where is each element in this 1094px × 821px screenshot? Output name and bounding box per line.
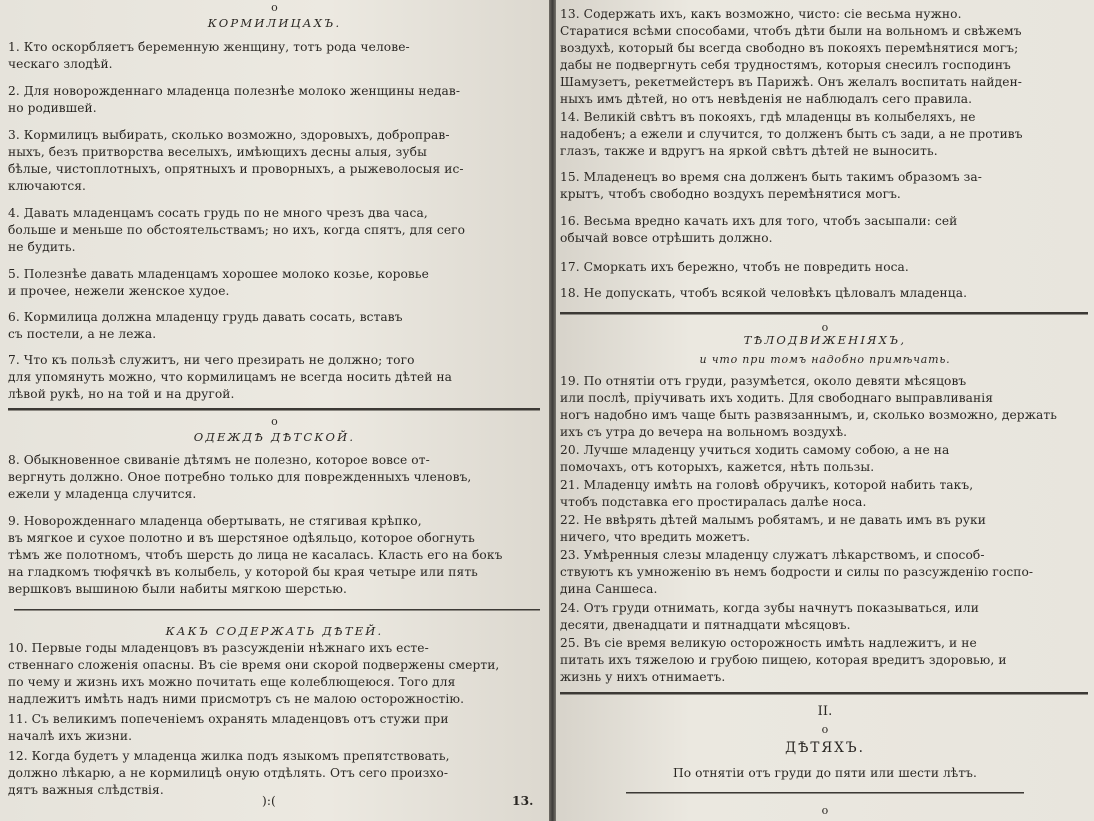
text-line: 14. Великій свѣтъ въ покояхъ, гдѣ младенцы въ колыбеляхъ, не: [560, 110, 976, 124]
text-line: должно лѣкарю, а не кормилицѣ оную отдѣлять. Отъ сего произхо-: [8, 766, 449, 780]
page-number: 13.: [512, 794, 534, 808]
text-line: не будить.: [8, 240, 76, 254]
chapter-number: II.: [817, 704, 833, 719]
text-line: надлежитъ имѣть надъ ними присмотръ съ не малою осторожностію.: [8, 692, 465, 706]
text-line: 13. Содержать ихъ, какъ возможно, чисто: сіе весьма нужно.: [560, 7, 962, 21]
text-line: на гладкомъ тюфячкѣ въ колыбель, у которой бы края четыре или пять: [8, 565, 478, 579]
section-subtitle: и что при томъ надобно примѣчать.: [699, 353, 951, 366]
text-line: по чему и жизнь ихъ можно почитать еще колеблющеюся. Того для: [8, 675, 456, 689]
text-line: дина Саншеса.: [560, 582, 658, 596]
text-line: бѣлые, чистоплотныхъ, опрятныхъ и проворныхъ, а рыжеволосыя ис-: [8, 162, 464, 176]
signature-mark: ):(: [262, 794, 276, 808]
text-line: обычай вовсе отрѣшить должно.: [560, 231, 773, 245]
section-divider: [14, 609, 540, 610]
text-line: вергнуть должно. Оное потребно только для поврежденныхъ членовъ,: [8, 470, 472, 484]
text-line: больше и меньше по обстоятельствамъ; но ихъ, когда спятъ, для сего: [8, 223, 466, 237]
text-line: ногъ надобно имъ чаще быть развязаннымъ, и, сколько возможно, держать: [560, 408, 1057, 422]
chapter-subtitle: По отнятіи отъ груди до пяти или шести лѣтъ.: [672, 766, 978, 780]
section-marker: o: [821, 804, 829, 817]
text-line: ежели у младенца случится.: [8, 487, 197, 501]
text-line: ствуютъ къ умноженію въ немъ бодрости и силы по разсужденію госпо-: [560, 565, 1034, 579]
text-line: 24. Отъ груди отнимать, когда зубы начнутъ показываться, или: [560, 601, 979, 615]
text-line: 8. Обыкновенное свиваніе дѣтямъ не полезно, которое вовсе от-: [8, 453, 430, 467]
text-line: Старатися всѣми способами, чтобъ дѣти были на вольномъ и свѣжемъ: [560, 24, 1022, 38]
text-line: питать ихъ тяжелою и грубою пищею, которая вредитъ здоровью, и: [560, 653, 1007, 667]
section-marker: o: [271, 415, 278, 428]
text-line: 22. Не ввѣрять дѣтей малымъ робятамъ, и не давать имъ въ руки: [560, 513, 986, 527]
text-line: 3. Кормилицъ выбирать, сколько возможно, здоровыхъ, доброправ-: [8, 128, 450, 142]
section-divider: [8, 408, 540, 410]
text-line: вершковъ вышиною были набиты мягкою шерстью.: [8, 582, 347, 596]
section-title: КАКЪ СОДЕРЖАТЬ ДѢТЕЙ.: [165, 624, 384, 638]
text-line: 9. Новорожденнаго младенца обертывать, не стягивая крѣпко,: [8, 514, 422, 528]
text-line: ключаются.: [8, 179, 87, 193]
text-line: и прочее, нежели женское худое.: [8, 284, 230, 298]
text-line: 16. Весьма вредно качать ихъ для того, чтобъ засыпали: сей: [560, 214, 958, 228]
text-line: 4. Давать младенцамъ сосать грудь по не много чрезъ два часа,: [8, 206, 428, 220]
section-divider: [560, 312, 1088, 314]
text-line: но родившей.: [8, 101, 97, 115]
section-title: ОДЕЖДѢ ДѢТСКОЙ.: [193, 430, 356, 444]
text-line: крытъ, чтобъ свободно воздухъ перемѣнятися могъ.: [560, 187, 901, 201]
text-line: 19. По отнятіи отъ груди, разумѣется, около девяти мѣсяцовъ: [560, 374, 967, 388]
text-line: десяти, двенадцати и пятнадцати мѣсяцовъ.: [560, 618, 851, 632]
text-line: тѣмъ же полотномъ, чтобъ шерсть до лица не касалась. Класть его на бокъ: [8, 548, 503, 562]
text-line: 6. Кормилица должна младенцу грудь давать сосать, вставъ: [8, 310, 403, 324]
text-line: воздухѣ, который бы всегда свободно въ покояхъ перемѣнятися могъ;: [560, 41, 1019, 55]
text-line: для упомянуть можно, что кормилицамъ не всегда носить дѣтей на: [8, 370, 453, 384]
text-line: дятъ важныя слѣдствія.: [8, 783, 164, 797]
text-line: глазъ, также и вдругъ на яркой свѣтъ дѣтей не выносить.: [560, 144, 938, 158]
text-line: помочахъ, отъ которыхъ, кажется, нѣть пользы.: [560, 460, 875, 474]
text-line: 21. Младенцу имѣть на головѣ обручикъ, которой набить такъ,: [560, 478, 974, 492]
section-divider: [626, 792, 1024, 793]
text-line: 5. Полезнѣе давать младенцамъ хорошее молоко козье, коровье: [8, 267, 429, 281]
right-page: [556, 0, 1094, 821]
text-line: 2. Для новорожденнаго младенца полезнѣе молоко женщины недав-: [8, 84, 461, 98]
text-line: лѣвой рукѣ, но на той и на другой.: [8, 387, 235, 401]
text-line: ничего, что вредить можетъ.: [560, 530, 751, 544]
section-title: ТѢЛОДВИЖЕНІЯХЪ,: [743, 333, 907, 347]
text-line: 1. Кто оскорбляетъ беременную женщину, тотъ рода челове-: [8, 40, 410, 54]
text-line: ныхъ, безъ притворства веселыхъ, имѣющихъ десны алыя, зубы: [8, 145, 427, 159]
text-line: 15. Младенецъ во время сна долженъ быть такимъ образомъ за-: [560, 170, 983, 184]
text-line: 18. Не допускать, чтобъ всякой человѣкъ цѣловалъ младенца.: [560, 286, 968, 300]
text-line: Шамузетъ, рекетмейстеръ въ Парижѣ. Онъ желалъ воспитать найден-: [560, 75, 1023, 89]
text-line: ственнаго сложенія опасны. Въ сіе время они скорой подвержены смерти,: [8, 658, 500, 672]
section-divider: [560, 692, 1088, 694]
text-line: 25. Въ сіе время великую осторожность имѣть надлежитъ, и не: [560, 636, 977, 650]
book-gutter: [549, 0, 556, 821]
text-line: съ постели, а не лежа.: [8, 327, 157, 341]
text-line: дабы не подвергнуть себя трудностямъ, которыя снесилъ господинъ: [560, 58, 1011, 72]
text-line: ныхъ имъ дѣтей, но отъ невѣденія не наблюдалъ сего правила.: [560, 92, 973, 106]
text-line: жизнь у нихъ отнимаетъ.: [560, 670, 726, 684]
text-line: чтобъ подставка его простиралась далѣе носа.: [560, 495, 867, 509]
chapter-title: ДѢТЯХЪ.: [785, 740, 865, 756]
text-line: ческаго злодѣй.: [8, 57, 113, 71]
section-marker: o: [821, 723, 829, 736]
text-line: 17. Сморкать ихъ бережно, чтобъ не повредить носа.: [560, 260, 909, 274]
text-line: 23. Умѣренныя слезы младенцу служатъ лѣкарствомъ, и способ-: [560, 548, 985, 562]
section-title: КОРМИЛИЦАХЪ.: [207, 16, 342, 30]
text-line: или послѣ, пріучивать ихъ ходить. Для свободнаго выправливанія: [560, 391, 994, 405]
section-marker: o: [821, 321, 829, 334]
text-line: ихъ съ утра до вечера на вольномъ воздухѣ.: [560, 425, 848, 439]
text-line: 7. Что къ пользѣ служитъ, ни чего презирать не должно; того: [8, 353, 415, 367]
text-line: 12. Когда будетъ у младенца жилка подъ языкомъ препятствовать,: [8, 749, 450, 763]
text-line: 20. Лучше младенцу учиться ходить самому собою, а не на: [560, 443, 950, 457]
section-marker: o: [271, 1, 278, 14]
text-line: надобенъ; а ежели и случится, то долженъ быть съ зади, а не противъ: [560, 127, 1023, 141]
text-line: 10. Первые годы младенцовъ въ разсужденіи нѣжнаго ихъ есте-: [8, 641, 429, 655]
text-line: 11. Съ великимъ попеченіемъ охранять младенцовъ отъ стужи при: [8, 712, 449, 726]
text-line: началѣ ихъ жизни.: [8, 729, 133, 743]
text-line: въ мягкое и сухое полотно и въ шерстяное одѣяльцо, которое обогнуть: [8, 531, 475, 545]
